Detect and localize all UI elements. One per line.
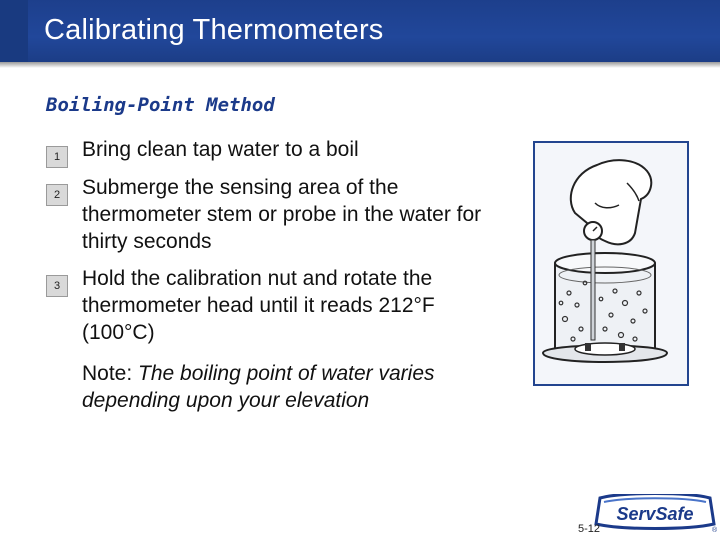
title-bar [0, 0, 720, 62]
note-prefix: Note: [82, 362, 139, 385]
servsafe-logo [592, 494, 718, 539]
note [82, 360, 522, 414]
page-number: 5-12 [578, 523, 601, 535]
thermometer-in-boiling-water-icon [533, 141, 689, 386]
step-text-2: Submerge the sensing area of the thermometer stem or probe in the water for thirty seconds [82, 176, 482, 253]
step-number-1: 1 [46, 146, 68, 168]
slide-title: Calibrating Thermometers [44, 14, 384, 46]
step-number-3: 3 [46, 275, 68, 297]
logo-registered-mark: ® [712, 527, 718, 534]
logo-wordmark: ServSafe [616, 504, 694, 524]
title-divider [0, 62, 720, 68]
section-subtitle: Boiling-Point Method [46, 94, 275, 116]
step-text-3: Hold the calibration nut and rotate the thermometer head until it reads 212°F (100°C) [82, 267, 435, 344]
step-number-2: 2 [46, 184, 68, 206]
note-body: The boiling point of water varies depending upon your elevation [82, 362, 435, 412]
step-text-1: Bring clean tap water to a boil [82, 138, 359, 161]
